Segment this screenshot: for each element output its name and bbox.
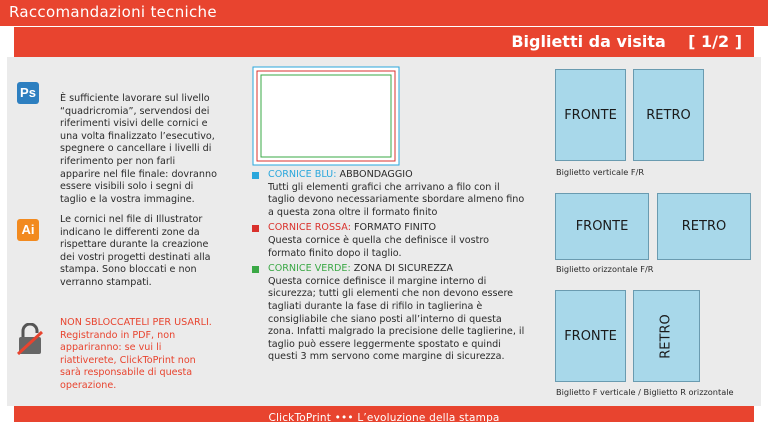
verde-swatch <box>252 266 259 273</box>
blu-title: CORNICE BLU: <box>268 169 337 180</box>
rossa-swatch <box>252 225 259 232</box>
unlock-warning-icon <box>17 323 43 355</box>
header-title: Raccomandazioni tecniche <box>9 3 217 21</box>
card-label: RETRO <box>658 313 674 359</box>
blu-text: Tutti gli elementi grafici che arrivano a filo con il taglio devono necessariamente sbordare almeno fino a questa zona oltre il formato finito <box>268 181 525 218</box>
legend-item-blu <box>252 169 527 219</box>
card-label: FRONTE <box>564 107 617 123</box>
rossa-text: Questa cornice è quella che definisce il vostro formato finito dopo il taglio. <box>268 234 490 259</box>
verde-title: CORNICE VERDE: <box>268 263 351 275</box>
card-label: RETRO <box>681 219 727 234</box>
card-mixed-back-rotated <box>633 290 700 382</box>
photoshop-text: È sufficiente lavorare sul livello “quadricromia”, servendosi dei riferimenti visivi delle cornici e una volta finalizzato l’esecutivo, spegnere o cancellare i livelli di riferimento per non farli apparire nel file finale: dovranno essere visibili solo i segni di taglio e la vostra immagine. <box>60 93 217 205</box>
subheader-bar <box>0 27 768 57</box>
card-label: FRONTE <box>575 219 629 234</box>
caption-horizontal: Biglietto orizzontale F/R <box>556 264 654 274</box>
section-title: Biglietti da visita <box>511 32 666 51</box>
illustrator-icon: Ai <box>17 219 39 241</box>
card-label: FRONTE <box>564 328 617 344</box>
verde-text: Questa cornice definisce il margine interno di sicurezza; tutti gli elementi che non devono essere tagliati durante la fase di rifilo in taglierina è consigliabile che siano posti all’interno di questa zona. Infatti malgrado la precisione delle taglierine, il taglio può essere leggermente spostato e quindi questi 3 mm servono come margine di sicurezza. <box>268 275 525 363</box>
footer-text: ClickToPrint ••• L’evoluzione della stampa <box>268 412 500 422</box>
rossa-title: CORNICE ROSSA: <box>268 222 351 234</box>
verde-name: ZONA DI SICUREZZA <box>353 263 454 275</box>
warning-text: NON SBLOCCATELI PER USARLI. Registrando in PDF, non appariranno: se vui li riattiverete, ClickToPrint non sarà responsabile di questa operazione. <box>60 317 212 391</box>
card-vertical-front <box>555 69 626 161</box>
card-vertical-back <box>633 69 704 161</box>
rossa-name: FORMATO FINITO <box>354 222 437 234</box>
blu-swatch <box>252 172 259 179</box>
card-horizontal-front <box>555 193 649 260</box>
illustrator-text: Le cornici nel file di Illustrator indicano le differenti zone da rispettare durante la creazione dei vostri progetti destinati alla stampa. Sono bloccati e non verranno stampati. <box>60 214 211 288</box>
frames-legend <box>252 169 527 364</box>
caption-vertical: Biglietto verticale F/R <box>556 167 645 177</box>
card-frames-mockup <box>252 66 400 166</box>
footer-bar <box>14 406 754 422</box>
caption-mixed: Biglietto F verticale / Biglietto R orizzontale <box>556 387 734 397</box>
header-bar <box>0 0 768 26</box>
page-indicator: [ 1/2 ] <box>688 32 742 51</box>
legend-item-verde <box>252 263 527 364</box>
card-mixed-front <box>555 290 626 382</box>
legend-item-rossa <box>252 222 527 260</box>
photoshop-icon: Ps <box>17 82 39 104</box>
blu-name: ABBONDAGGIO <box>339 169 413 180</box>
subheader-title <box>511 32 742 51</box>
card-label: RETRO <box>646 107 691 123</box>
card-horizontal-back <box>657 193 751 260</box>
